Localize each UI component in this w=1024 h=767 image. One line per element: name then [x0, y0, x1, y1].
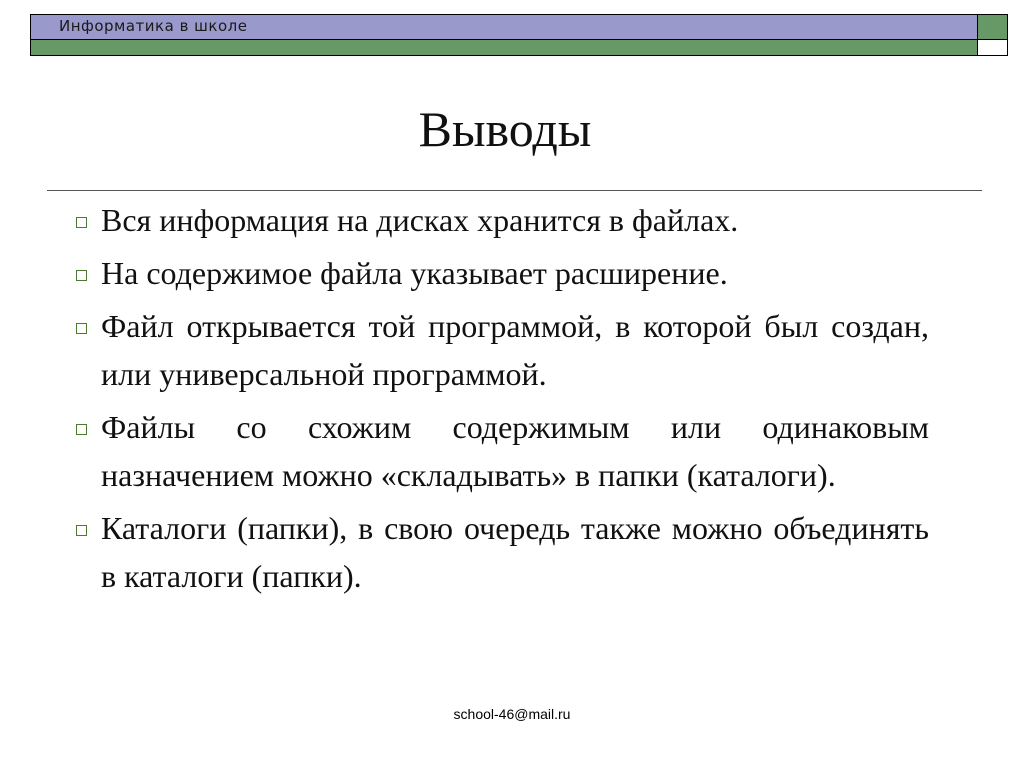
bullet-text: Файлы со схожим содержимым или одинаковым назначением можно «складывать» в папки (каталоги).	[101, 409, 929, 493]
bullet-text: Каталоги (папки), в свою очередь также можно объединять в каталоги (папки).	[101, 510, 929, 594]
title-divider	[47, 190, 982, 191]
header-green-square	[978, 15, 1007, 40]
list-item	[76, 302, 929, 398]
bullet-text: Файл открывается той программой, в которой был создан, или универсальной программой.	[101, 308, 929, 392]
header-white-square	[978, 40, 1007, 55]
square-bullet-icon	[76, 525, 87, 536]
list-item	[76, 249, 929, 297]
list-item	[76, 196, 929, 244]
slide-title: Выводы	[418, 101, 592, 157]
square-bullet-icon	[76, 270, 87, 281]
list-item	[76, 403, 929, 499]
bullet-list	[76, 196, 929, 605]
header-purple-band	[31, 15, 978, 40]
square-bullet-icon	[76, 217, 87, 228]
header-title: Информатика в школе	[59, 17, 248, 35]
header-green-strip	[31, 40, 978, 55]
header-bar	[30, 14, 1008, 56]
square-bullet-icon	[76, 323, 87, 334]
footer-email: school-46@mail.ru	[453, 706, 571, 722]
list-item	[76, 504, 929, 600]
square-bullet-icon	[76, 424, 87, 435]
bullet-text: На содержимое файла указывает расширение.	[101, 255, 728, 291]
bullet-text: Вся информация на дисках хранится в файлах.	[101, 202, 739, 238]
